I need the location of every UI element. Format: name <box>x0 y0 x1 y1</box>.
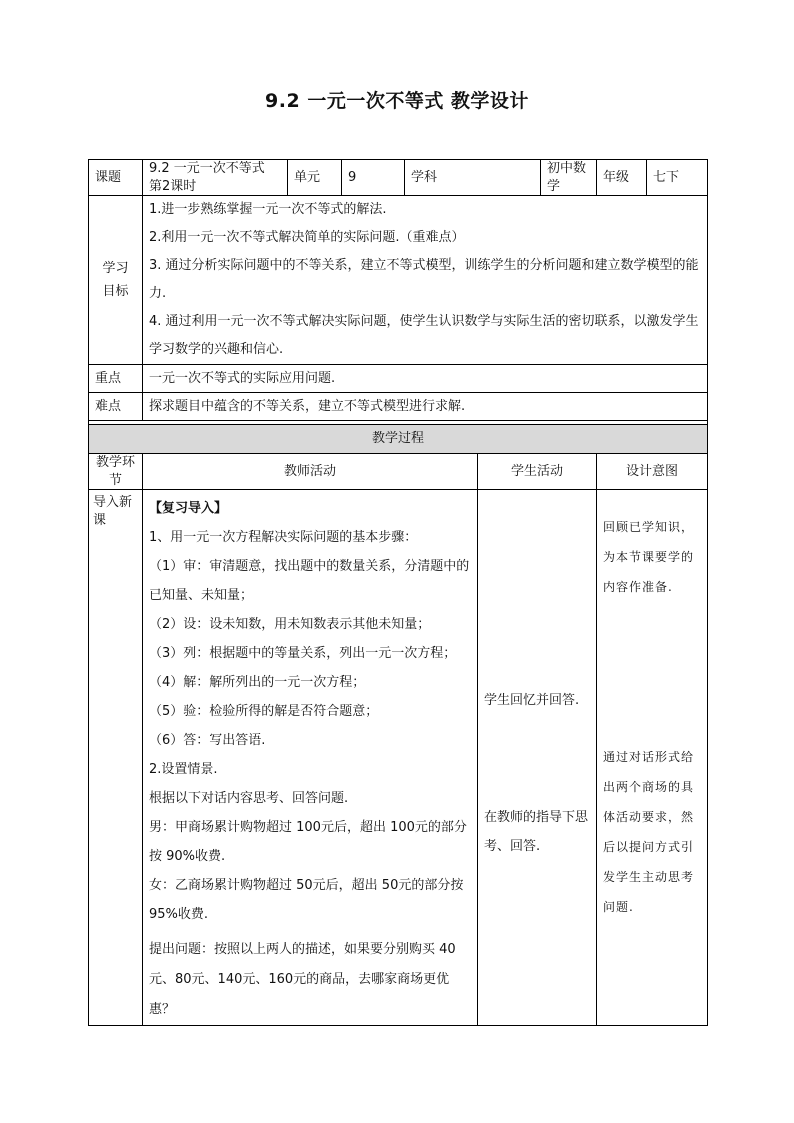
grade-label: 年级 <box>597 160 647 196</box>
student-line: 在教师的指导下思考、回答. <box>484 810 589 855</box>
goal-item: 2.利用一元一次不等式解决简单的实际问题.（重难点） <box>149 230 465 246</box>
process-column-headers <box>89 454 708 490</box>
goals-label <box>89 196 143 365</box>
teacher-heading: 【复习导入】 <box>149 501 228 517</box>
key-point-value: 一元一次不等式的实际应用问题. <box>143 365 708 393</box>
col-header-student: 学生活动 <box>478 454 597 490</box>
lesson-plan-table <box>88 159 708 1026</box>
teacher-line: （2）设：设未知数，用未知数表示其他未知量； <box>149 617 431 633</box>
topic-value: 9.2 一元一次不等式 第2课时 <box>143 160 288 196</box>
process-body-row <box>89 490 708 1026</box>
goal-item: 3. 通过分析实际问题中的不等关系，建立不等式模型，训练学生的分析问题和建立数学模型的能力. <box>149 258 699 302</box>
document-title: 9.2 一元一次不等式 教学设计 <box>265 90 529 112</box>
teacher-line: 男：甲商场累计购物超过 100元后，超出 100元的部分按 90%收费. <box>149 820 467 865</box>
grade-value: 七下 <box>647 160 708 196</box>
unit-value: 9 <box>342 160 405 196</box>
key-point-label: 重点 <box>89 365 143 393</box>
goals-row <box>89 196 708 365</box>
col-header-intent: 设计意图 <box>597 454 708 490</box>
goals-content <box>143 196 708 365</box>
teacher-line: 根据以下对话内容思考、回答问题. <box>149 791 349 807</box>
intent-line: 回顾已学知识，为本节课要学的内容作准备. <box>603 520 695 595</box>
goal-item: 1.进一步熟练掌握一元一次不等式的解法. <box>149 202 387 218</box>
unit-label: 单元 <box>288 160 342 196</box>
col-header-teacher: 教师活动 <box>143 454 478 490</box>
col-header-stage: 教学环节 <box>89 454 143 490</box>
teacher-activity <box>143 490 478 1026</box>
teacher-line: （4）解：解所列出的一元一次方程； <box>149 675 366 691</box>
subject-label: 学科 <box>405 160 541 196</box>
difficulty-row <box>89 393 708 421</box>
design-intent <box>597 490 708 1026</box>
section-label: 导入新课 <box>89 490 143 1026</box>
goals-label-text: 学习目标 <box>102 260 129 300</box>
intent-line: 通过对话形式给出两个商场的具体活动要求，然后以提问方式引发学生主动思考问题. <box>603 750 695 915</box>
process-title-row <box>89 425 708 454</box>
process-title: 教学过程 <box>89 425 708 454</box>
key-point-row <box>89 365 708 393</box>
goal-item: 4. 通过利用一元一次不等式解决实际问题，使学生认识数学与实际生活的密切联系，以激发学生学习数学的兴趣和信心. <box>149 314 699 358</box>
teacher-line: （6）答：写出答语. <box>149 733 266 749</box>
teacher-line: （3）列：根据题中的等量关系，列出一元一次方程； <box>149 646 457 662</box>
student-activity <box>478 490 597 1026</box>
teacher-line: 女：乙商场累计购物超过 50元后，超出 50元的部分按 95%收费. <box>149 878 464 923</box>
teacher-line: （1）审：审清题意，找出题中的数量关系，分清题中的已知量、未知量； <box>149 559 470 604</box>
difficulty-label: 难点 <box>89 393 143 421</box>
teacher-line: 2.设置情景. <box>149 762 218 778</box>
teacher-line: 提出问题：按照以上两人的描述，如果要分别购买 40元、80元、140元、160元的商品，去哪家商场更优惠？ <box>149 942 456 1018</box>
difficulty-value: 探求题目中蕴含的不等关系，建立不等式模型进行求解. <box>143 393 708 421</box>
header-row <box>89 160 708 196</box>
student-line: 学生回忆并回答. <box>484 693 580 709</box>
teacher-line: （5）验：检验所得的解是否符合题意； <box>149 704 379 720</box>
subject-value: 初中数学 <box>541 160 597 196</box>
topic-label: 课题 <box>89 160 143 196</box>
teacher-line: 1、用一元一次方程解决实际问题的基本步骤： <box>149 530 418 546</box>
